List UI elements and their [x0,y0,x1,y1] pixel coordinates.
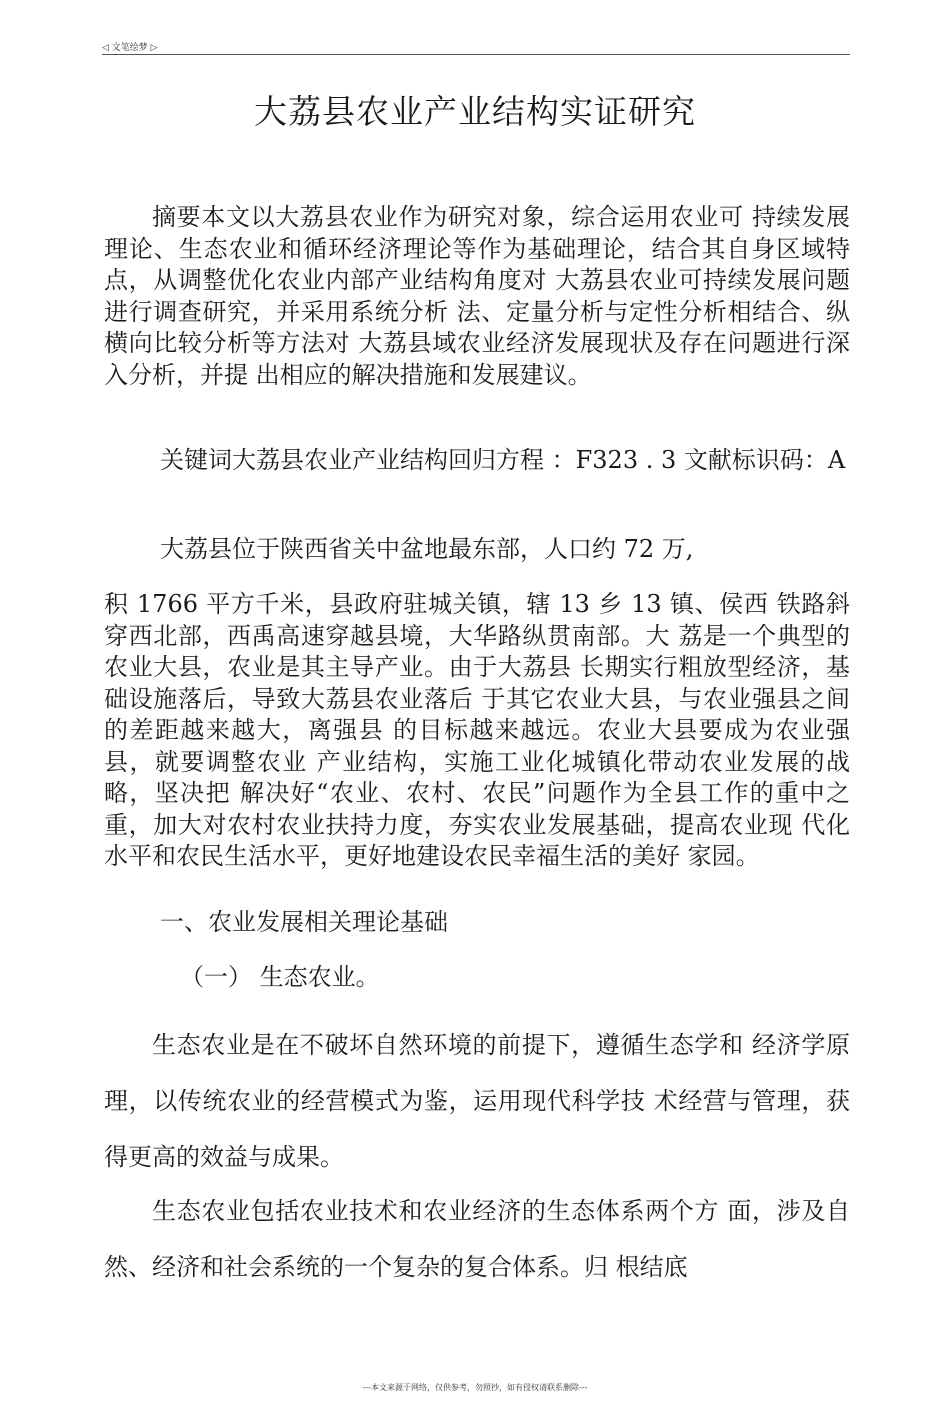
keywords-paragraph: 关键词大荔县农业产业结构回归方程 ：F323 . 3 文献标识码：A [160,446,846,474]
abstract-paragraph: 摘要本文以大荔县农业作为研究对象，综合运用农业可 持续发展理论、生态农业和循环经济理论等作为基础理论，结合其自身区域特点，从调整优化农业内部产业结构角度对 大荔县农业可持续发展问题进行调查研究，并采用系统分析 法、定量分析与定性分析相结合、纵横向比较分析等方法对 大荔县域农业经济发展现状及存在问题进行深入分析，并提 出相应的解决措施和发展建议。 [104,203,850,389]
intro-line: 大荔县位于陕西省关中盆地最东部，人口约 72 万, [160,535,694,563]
section-heading: 一、农业发展相关理论基础 [160,908,448,936]
subsection-heading: （一） 生态农业。 [180,963,380,991]
footer-disclaimer: ---本文来源于网络，仅供参考，勿照抄，如有侵权请联系删除--- [362,1383,588,1392]
document-title: 大荔县农业产业结构实证研究 [254,92,696,131]
header-mark: ◁ 文笔绘梦 ▷ [102,43,158,53]
body-paragraph-county: 积 1766 平方千米，县政府驻城关镇，辖 13 乡 13 镇、侯西 铁路斜穿西北部，西禹高速穿越县境，大华路纵贯南部。大 荔是一个典型的农业大县，农业是其主导产业。由于大荔县 长期实行粗放型经济，基础设施落后，导致大荔县农业落后 于其它农业大县，与农业强县之间的差距越来越大，离强县 的目标越来越远。农业大县要成为农业强县，就要调整农业 产业结构，实施工业化城镇化带动农业发展的战略，坚决把 解决好“农业、农村、农民”问题作为全县工作的重中之重，加大对农村农业扶持力度，夯实农业发展基础，提高农业现 代化水平和农民生活水平，更好地建设农民幸福生活的美好 家园。 [104,590,850,870]
header-divider [102,54,850,55]
body-paragraph-eco-definition: 生态农业是在不破坏自然环境的前提下，遵循生态学和 经济学原理，以传统农业的经营模式为鉴，运用现代科学技 术经营与管理，获得更高的效益与成果。 [104,1031,850,1171]
body-paragraph-eco-scope: 生态农业包括农业技术和农业经济的生态体系两个方 面，涉及自然、经济和社会系统的一个复杂的复合体系。归 根结底 [104,1197,850,1281]
